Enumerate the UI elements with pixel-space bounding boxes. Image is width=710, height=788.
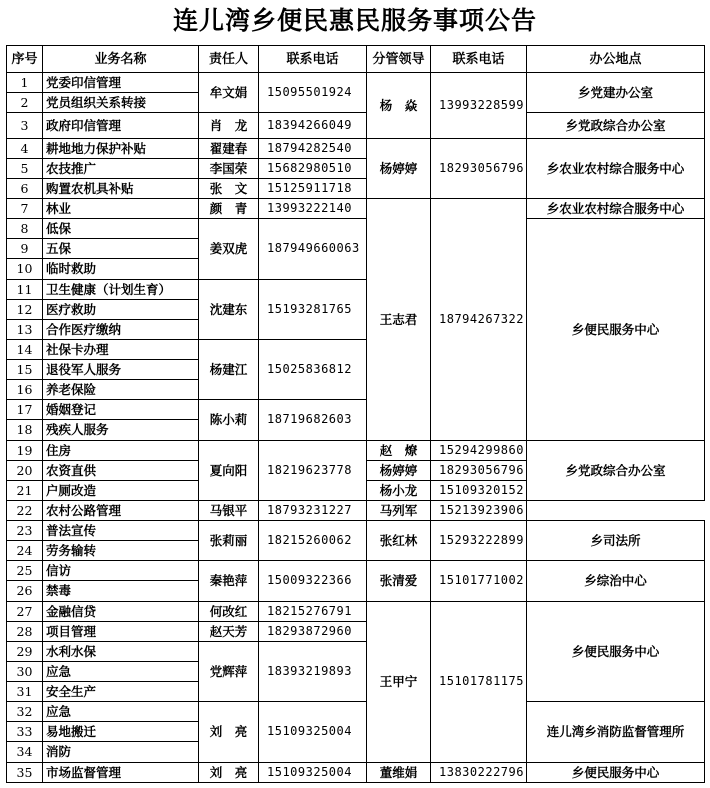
task-name: 合作医疗缴纳 (43, 319, 199, 339)
row-no: 1 (7, 73, 43, 93)
leader-name: 董维娟 (367, 762, 431, 782)
table-row (7, 561, 705, 581)
responsible-phone: 18793231227 (259, 500, 367, 520)
table-row (7, 73, 705, 93)
row-no: 22 (7, 500, 43, 520)
table-row (7, 601, 705, 621)
office-location: 乡党建办公室 (527, 73, 705, 113)
table-row (7, 702, 705, 722)
office-location: 连儿湾乡消防监督管理所 (527, 702, 705, 762)
responsible-phone: 18719682603 (259, 400, 367, 440)
leader-name: 杨婷婷 (367, 138, 431, 198)
row-no: 17 (7, 400, 43, 420)
row-no: 20 (7, 460, 43, 480)
task-name: 信访 (43, 561, 199, 581)
responsible-name: 杨建江 (199, 339, 259, 399)
task-name: 农村公路管理 (43, 500, 199, 520)
row-no: 12 (7, 299, 43, 319)
responsible-phone: 15109325004 (259, 762, 367, 782)
row-no: 23 (7, 521, 43, 541)
row-no: 24 (7, 541, 43, 561)
responsible-phone: 18393219893 (259, 641, 367, 701)
leader-name: 杨婷婷 (367, 460, 431, 480)
office-location: 乡便民服务中心 (527, 601, 705, 702)
task-name: 医疗救助 (43, 299, 199, 319)
office-location: 乡综治中心 (527, 561, 705, 601)
row-no: 21 (7, 480, 43, 500)
table-row (7, 219, 705, 239)
task-name: 低保 (43, 219, 199, 239)
leader-phone: 18794267322 (431, 199, 527, 441)
table-row (7, 440, 705, 460)
responsible-name: 马银平 (199, 500, 259, 520)
responsible-phone: 15109325004 (259, 702, 367, 762)
header-task: 业务名称 (43, 46, 199, 73)
responsible-name: 沈建东 (199, 279, 259, 339)
task-name: 农资直供 (43, 460, 199, 480)
table-row (7, 138, 705, 158)
task-name: 残疾人服务 (43, 420, 199, 440)
responsible-phone: 18215260062 (259, 521, 367, 561)
responsible-name: 赵天芳 (199, 621, 259, 641)
row-no: 28 (7, 621, 43, 641)
task-name: 消防 (43, 742, 199, 762)
row-no: 31 (7, 682, 43, 702)
header-row (7, 46, 705, 73)
responsible-phone: 15025836812 (259, 339, 367, 399)
task-name: 耕地地力保护补贴 (43, 138, 199, 158)
responsible-name: 姜双虎 (199, 219, 259, 279)
row-no: 27 (7, 601, 43, 621)
row-no: 9 (7, 239, 43, 259)
task-name: 购置农机具补贴 (43, 178, 199, 198)
row-no: 6 (7, 178, 43, 198)
row-no: 34 (7, 742, 43, 762)
table-row (7, 500, 705, 520)
leader-phone: 15101771002 (431, 561, 527, 601)
responsible-name: 张莉丽 (199, 521, 259, 561)
responsible-name: 牟文娟 (199, 73, 259, 113)
task-name: 退役军人服务 (43, 360, 199, 380)
table-row (7, 521, 705, 541)
row-no: 26 (7, 581, 43, 601)
task-name: 项目管理 (43, 621, 199, 641)
task-name: 禁毒 (43, 581, 199, 601)
leader-phone: 18293056796 (431, 460, 527, 480)
responsible-phone: 187949660063 (259, 219, 367, 279)
responsible-phone: 18394266049 (259, 113, 367, 138)
responsible-name: 肖 龙 (199, 113, 259, 138)
task-name: 党员组织关系转接 (43, 93, 199, 113)
responsible-name: 张 文 (199, 178, 259, 198)
office-location: 乡党政综合办公室 (527, 113, 705, 138)
header-no: 序号 (7, 46, 43, 73)
responsible-phone: 18794282540 (259, 138, 367, 158)
leader-phone: 18293056796 (431, 138, 527, 198)
row-no: 29 (7, 641, 43, 661)
responsible-name: 夏向阳 (199, 440, 259, 500)
header-phone: 联系电话 (259, 46, 367, 73)
task-name: 婚姻登记 (43, 400, 199, 420)
row-no: 15 (7, 360, 43, 380)
task-name: 临时救助 (43, 259, 199, 279)
row-no: 7 (7, 199, 43, 219)
leader-phone: 15294299860 (431, 440, 527, 460)
leader-phone: 15293222899 (431, 521, 527, 561)
responsible-name: 李国荣 (199, 158, 259, 178)
task-name: 社保卡办理 (43, 339, 199, 359)
header-office: 办公地点 (527, 46, 705, 73)
row-no: 4 (7, 138, 43, 158)
leader-name: 赵 燎 (367, 440, 431, 460)
responsible-name: 翟建春 (199, 138, 259, 158)
row-no: 33 (7, 722, 43, 742)
leader-name: 王志君 (367, 199, 431, 441)
task-name: 应急 (43, 661, 199, 681)
task-name: 市场监督管理 (43, 762, 199, 782)
table-row (7, 199, 705, 219)
row-no: 8 (7, 219, 43, 239)
responsible-name: 何改红 (199, 601, 259, 621)
service-table (6, 45, 705, 783)
responsible-phone: 15682980510 (259, 158, 367, 178)
row-no: 19 (7, 440, 43, 460)
office-location: 乡党政综合办公室 (527, 440, 705, 500)
leader-phone: 15109320152 (431, 480, 527, 500)
office-location: 乡司法所 (527, 521, 705, 561)
task-name: 应急 (43, 702, 199, 722)
row-no: 32 (7, 702, 43, 722)
task-name: 金融信贷 (43, 601, 199, 621)
page-title: 连儿湾乡便民惠民服务事项公告 (172, 6, 537, 35)
row-no: 2 (7, 93, 43, 113)
row-no: 14 (7, 339, 43, 359)
row-no: 16 (7, 380, 43, 400)
row-no: 11 (7, 279, 43, 299)
task-name: 卫生健康（计划生育） (43, 279, 199, 299)
leader-name: 杨 焱 (367, 73, 431, 139)
header-responsible: 责任人 (199, 46, 259, 73)
task-name: 五保 (43, 239, 199, 259)
header-leader-phone: 联系电话 (431, 46, 527, 73)
task-name: 政府印信管理 (43, 113, 199, 138)
responsible-phone: 15125911718 (259, 178, 367, 198)
leader-name: 马列军 (367, 500, 431, 520)
row-no: 30 (7, 661, 43, 681)
office-location: 乡农业农村综合服务中心 (527, 199, 705, 219)
responsible-phone: 18215276791 (259, 601, 367, 621)
task-name: 普法宣传 (43, 521, 199, 541)
responsible-phone: 15009322366 (259, 561, 367, 601)
leader-phone: 15101781175 (431, 601, 527, 762)
task-name: 党委印信管理 (43, 73, 199, 93)
responsible-name: 秦艳萍 (199, 561, 259, 601)
leader-phone: 13830222796 (431, 762, 527, 782)
row-no: 35 (7, 762, 43, 782)
responsible-phone: 15193281765 (259, 279, 367, 339)
row-no: 5 (7, 158, 43, 178)
row-no: 10 (7, 259, 43, 279)
task-name: 住房 (43, 440, 199, 460)
office-location: 乡便民服务中心 (527, 219, 705, 440)
leader-phone: 13993228599 (431, 73, 527, 139)
row-no: 18 (7, 420, 43, 440)
responsible-name: 党辉萍 (199, 641, 259, 701)
leader-name: 王甲宁 (367, 601, 431, 762)
task-name: 户厕改造 (43, 480, 199, 500)
row-no: 13 (7, 319, 43, 339)
row-no: 3 (7, 113, 43, 138)
responsible-name: 刘 亮 (199, 762, 259, 782)
leader-name: 杨小龙 (367, 480, 431, 500)
office-location: 乡农业农村综合服务中心 (527, 138, 705, 198)
office-location: 乡便民服务中心 (527, 762, 705, 782)
row-no: 25 (7, 561, 43, 581)
leader-phone: 15213923906 (431, 500, 527, 520)
leader-name: 张红林 (367, 521, 431, 561)
task-name: 水利水保 (43, 641, 199, 661)
responsible-phone: 13993222140 (259, 199, 367, 219)
task-name: 农技推广 (43, 158, 199, 178)
responsible-name: 陈小莉 (199, 400, 259, 440)
task-name: 劳务输转 (43, 541, 199, 561)
responsible-phone: 15095501924 (259, 73, 367, 113)
responsible-phone: 18219623778 (259, 440, 367, 500)
responsible-phone: 18293872960 (259, 621, 367, 641)
task-name: 林业 (43, 199, 199, 219)
task-name: 易地搬迁 (43, 722, 199, 742)
table-row (7, 762, 705, 782)
header-leader: 分管领导 (367, 46, 431, 73)
leader-name: 张清爱 (367, 561, 431, 601)
table-row (7, 113, 705, 138)
responsible-name: 颜 青 (199, 199, 259, 219)
task-name: 安全生产 (43, 682, 199, 702)
responsible-name: 刘 亮 (199, 702, 259, 762)
task-name: 养老保险 (43, 380, 199, 400)
